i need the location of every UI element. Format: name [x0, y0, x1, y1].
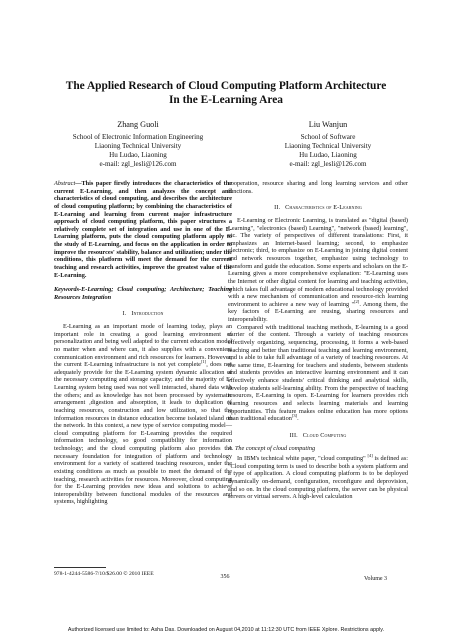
copyright-notice: 978-1-4244-5586-7/10/$26.00 © 2010 IEEE [54, 571, 154, 577]
paragraph-text: E-Learning or Electronic Learning, is translated as "digital (based) Learning", "electronics (based) Learning", "network (based) learning", etc. The variety of perspectives of different translations: First, it emphasizes an Internet-based learning; second, to emphasize electronic; third, to emphasize on E-Learning in joining digital content and network resources together, emphasize using technology to transform and guide the education. Some experts and scholars on the E-Learning gives a more comprehensive explanation: "E-Learning uses the Internet or other digital content for learning and teaching activities, which takes full advantage of modern educational technology provided with a new mechanism of communication and resource-rich learning environment to achieve a new way of learning " [228, 216, 408, 308]
author-name: Zhang Guoli [117, 120, 159, 129]
paragraph-text: In IBM's technical white paper, "cloud computing" [237, 455, 368, 462]
author-affiliation: Liaoning Technical University [94, 142, 182, 151]
paper-title-line-1: The Applied Research of Cloud Computing Platform Architecture [65, 80, 387, 92]
paragraph-text: E-Learning as an important mode of learning today, plays an important role in creating a good learning environment of personalization and being well adapted to the current education model no matter when and where can, it also supplies with a convenient communication environment and rich resources for learners. However, the current E-Learning infrastructure is not yet complete [54, 323, 232, 369]
paragraph-text: . [297, 415, 299, 423]
paragraph-text: , does not adequately provide for the E-Learning system dynamic allocation of the necessary computing and storage capacity; and the majority of E-Learning system being used was not well interacted, shared data with the others; and as knowledge has not been processed by systematic arrangement ,digestion and absorption, it leads to duplication of teaching resources, construction and low utilization, so that the information resources in distance education become isolated island on the network. In this context, a new type of service computing model—cloud computing platform for E-Learning provides the required information technology, so good compatibility for information technology; and the cloud computing platform also provides the necessary foundation for integration of platform and technology environment for a variety of scattered teaching resources, under the existing conditions as much as possible to meet the demand of the teaching, research activities for resources. Moreover, cloud computing for the E-Learning provides new ideas and solutions to achieve interoperability between functional modules of the resources and systems, highlighting [54, 361, 232, 506]
paragraph-text: is defined as: "Cloud computing term is used to describe both a system platform and a type of application. A cloud computing platform is to be deployed dynamically on-demand, configuration, reconfigure and deprovision, and so on. In the cloud computing platform, the server can be physical servers or virtual servers. A high-level calculation [228, 455, 408, 501]
paragraph [54, 323, 232, 506]
citation: [1] [200, 359, 207, 365]
section-number: III. [289, 431, 298, 439]
paper-title-line-2: In the E-Learning Area [168, 93, 284, 106]
right-column [228, 180, 408, 501]
license-notice: Authorized licensed use limited to: Asha Das. Downloaded on August 04,2010 at 11:12:30 UTC from IEEE Xplore. Restrictions apply. [67, 627, 385, 633]
volume-label: Volume 3 [364, 576, 388, 582]
section-heading-introduction [54, 310, 232, 318]
abstract-text: —This paper firstly introduces the characteristics of the current E-Learning, and then analyzes the concept and characteristics of cloud computing, and describes the architecture of cloud computing platform; by combining the characteristics of E-Learning and learning from current major infrastructure approach of cloud computing platform, this paper structures a relatively complete set of integration and use in one of the E-Learning platform, puts the cloud computing platform apply to the study of E-Learning, and focus on the application in order to improve the resources' stability, balance and utilization; under the conditions, this platform will meet the demand for the current teaching and research activities, improve the greatest value of the E-Learning. [54, 180, 232, 279]
author-location: Hu Ludao, Liaoning [299, 151, 357, 160]
paragraph-text: Compared with traditional teaching methods, E-learning is a good carrier of the content. Through a variety of teaching resources effectively organizing, sequencing, processing, it forms a web-based teaching and better than traditional teaching and learning environment, and is able to take full advantage of a variety of teaching resources. At the same time, E-learning for teachers and students, between students and students provides an interactive learning environment and it can effectively enhance students' critical thinking and analytical skills, develop students self-learning ability. From the perspective of teaching resources, E-Learning is open. E-Learning for learners provides rich learning resources and selects learning materials and learning opportunities. This feature makes online education has more options than traditional education [228, 323, 408, 423]
author-name: Liu Wanjun [308, 120, 348, 129]
author-email: e-mail: zgl_lesli@126.com [99, 160, 177, 169]
paragraph-text: . Among them, the key factors of E-Learning are reusing, sharing resources and interoperability. [228, 300, 408, 323]
citation: [4] [367, 452, 373, 458]
citation: [2] [354, 298, 360, 304]
section-heading-cloud-computing [228, 432, 408, 440]
page-number: 356 [220, 574, 230, 580]
author-email: e-mail: zgl_lesli@126.com [289, 160, 367, 169]
left-column [54, 180, 232, 506]
section-title: Cloud Computing [302, 431, 347, 439]
paper-title [40, 80, 412, 107]
author-affiliation: School of Software [300, 133, 356, 142]
paragraph [228, 217, 408, 324]
author-block-1 [48, 120, 228, 169]
section-title: Characteristics of E-Learning [285, 204, 362, 212]
paragraph [228, 452, 408, 501]
abstract-lead: Abstract [54, 180, 76, 187]
section-title: Introduction [131, 310, 164, 318]
abstract [54, 180, 232, 279]
section-number: II. [274, 204, 281, 212]
citation: [3] [291, 413, 298, 419]
author-affiliation: School of Electronic Information Engineering [72, 133, 204, 142]
author-block-2 [238, 120, 418, 169]
footnote-rule [54, 567, 106, 568]
paragraph: cooperation, resource sharing and long learning services and other functions. [228, 180, 408, 195]
author-affiliation: Liaoning Technical University [284, 142, 372, 151]
author-location: Hu Ludao, Liaoning [109, 151, 167, 160]
paragraph [228, 324, 408, 423]
section-number: I. [122, 310, 127, 318]
subsection-heading: A. The concept of cloud computing [228, 445, 316, 453]
keywords: Keywords-E-Learning; Cloud computing; Architecture; Teaching Resources Integration [54, 286, 232, 301]
section-heading-characteristics [228, 204, 408, 212]
